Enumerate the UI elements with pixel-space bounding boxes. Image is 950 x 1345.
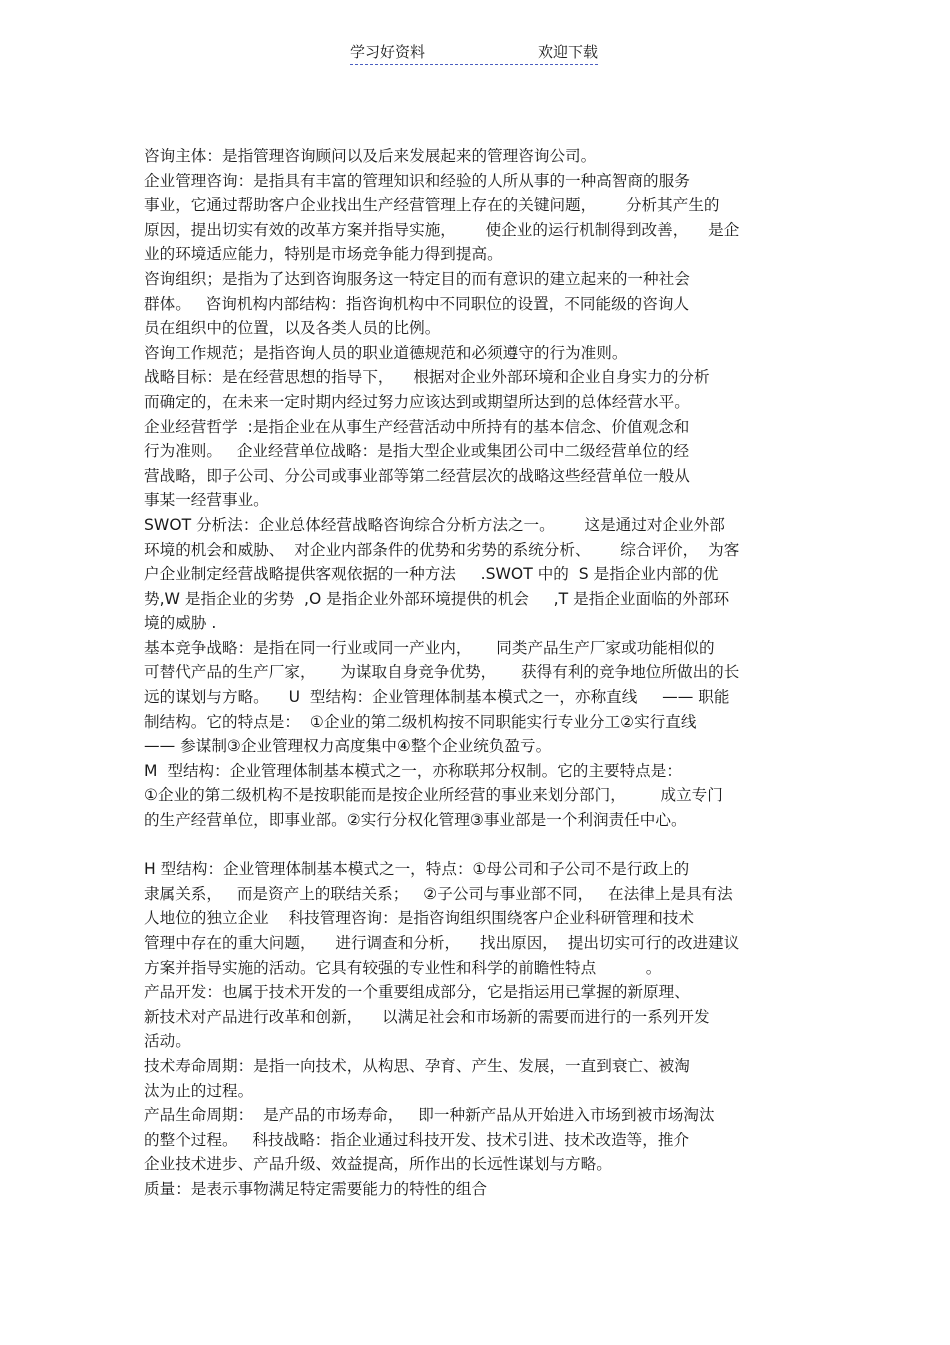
text-line: 产品生命周期： 是产品的市场寿命， 即一种新产品从开始进入市场到被市场淘汰 (144, 1106, 715, 1125)
text-line: 质量：是表示事物满足特定需要能力的特性的组合 (144, 1179, 488, 1198)
text-line: 咨询工作规范；是指咨询人员的职业道德规范和必须遵守的行为准则。 (144, 343, 628, 362)
text-line: 制结构。它的特点是： ①企业的第二级机构按不同职能实行专业分工②实行直线 (144, 712, 697, 731)
text-line: 事某一经营事业。 (144, 491, 269, 510)
text-line: 原因，提出切实有效的改革方案并指导实施， 使企业的运行机制得到改善， 是企 (144, 220, 740, 239)
text-line: 人地位的独立企业 科技管理咨询：是指咨询组织围绕客户企业科研管理和技术 (144, 909, 695, 928)
text-line: 户企业制定经营战略提供客观依据的一种方法 .SWOT 中的 S 是指企业内部的优 (144, 565, 719, 584)
text-line: 远的谋划与方略。 U 型结构：企业管理体制基本模式之一，亦称直线 —— 职能 (144, 688, 730, 707)
text-line: 企业经营哲学 :是指企业在从事生产经营活动中所持有的基本信念、价值观念和 (144, 417, 690, 436)
text-line: 业的环境适应能力，特别是市场竞争能力得到提高。 (144, 245, 503, 264)
text-line: SWOT 分析法：企业总体经营战略咨询综合分析方法之一。 这是通过对企业外部 (144, 515, 725, 534)
text-line: 事业，它通过帮助客户企业找出生产经营管理上存在的关键问题， 分析其产生的 (144, 196, 720, 215)
blank-line (144, 833, 816, 858)
text-line: 技术寿命周期：是指一向技术，从构思、孕育、产生、发展，一直到衰亡、被淘 (144, 1056, 690, 1075)
header-left-text: 学习好资料 (350, 43, 426, 61)
text-line: 可替代产品的生产厂家， 为谋取自身竞争优势， 获得有利的竞争地位所做出的长 (144, 663, 740, 682)
text-line: 势,W 是指企业的劣势 ,O 是指企业外部环境提供的机会 ,T 是指企业面临的外部环 (144, 589, 730, 608)
text-line: 产品开发：也属于技术开发的一个重要组成部分，它是指运用已掌握的新原理、 (144, 983, 690, 1002)
document-body (144, 144, 816, 1202)
text-line: 营战略，即子公司、分公司或事业部等第二经营层次的战略这些经营单位一般从 (144, 466, 690, 485)
text-line: 群体。 咨询机构内部结构：指咨询机构中不同职位的设置，不同能级的咨询人 (144, 294, 690, 313)
text-line: 行为准则。 企业经营单位战略：是指大型企业或集团公司中二级经营单位的经 (144, 442, 690, 461)
text-line: 企业技术进步、产品升级、效益提高，所作出的长远性谋划与方略。 (144, 1155, 612, 1174)
text-line: 汰为止的过程。 (144, 1081, 254, 1100)
text-line: H 型结构：企业管理体制基本模式之一，特点：①母公司和子公司不是行政上的 (144, 860, 690, 879)
text-line: 而确定的，在未来一定时期内经过努力应该达到或期望所达到的总体经营水平。 (144, 392, 690, 411)
text-line: M 型结构：企业管理体制基本模式之一，亦称联邦分权制。它的主要特点是： (144, 761, 682, 780)
text-line: 新技术对产品进行改革和创新， 以满足社会和市场新的需要而进行的一系列开发 (144, 1007, 710, 1026)
text-line: 员在组织中的位置，以及各类人员的比例。 (144, 319, 441, 338)
text-line: 境的威胁 . (144, 614, 217, 633)
text-line: ①企业的第二级机构不是按职能而是按企业所经营的事业来划分部门， 成立专门 (144, 786, 723, 805)
text-line: 基本竞争战略：是指在同一行业或同一产业内， 同类产品生产厂家或功能相似的 (144, 638, 715, 657)
page-header (350, 42, 598, 65)
text-line: 咨询组织；是指为了达到咨询服务这一特定目的而有意识的建立起来的一种社会 (144, 269, 690, 288)
text-line: 企业管理咨询：是指具有丰富的管理知识和经验的人所从事的一种高智商的服务 (144, 171, 690, 190)
text-line: 管理中存在的重大问题， 进行调查和分析， 找出原因， 提出切实可行的改进建议 (144, 934, 740, 952)
text-line: 活动。 (144, 1032, 191, 1051)
text-line: 的整个过程。 科技战略：指企业通过科技开发、技术引进、技术改造等，推介 (144, 1130, 690, 1149)
text-line: —— 参谋制③企业管理权力高度集中④整个企业统负盈亏。 (144, 737, 552, 756)
text-line: 咨询主体：是指管理咨询顾问以及后来发展起来的管理咨询公司。 (144, 147, 597, 165)
text-line: 战略目标：是在经营思想的指导下， 根据对企业外部环境和企业自身实力的分析 (144, 368, 710, 387)
text-line: 隶属关系， 而是资产上的联结关系； ②子公司与事业部不同， 在法律上是具有法 (144, 884, 733, 903)
header-right-text: 欢迎下载 (537, 43, 598, 61)
text-line: 的生产经营单位，即事业部。②实行分权化管理③事业部是一个利润责任中心。 (144, 811, 687, 830)
text-line: 方案并指导实施的活动。它具有较强的专业性和科学的前瞻性特点 。 (144, 958, 662, 977)
text-line: 环境的机会和威胁、 对企业内部条件的优势和劣势的系统分析、 综合评价， 为客 (144, 540, 740, 559)
